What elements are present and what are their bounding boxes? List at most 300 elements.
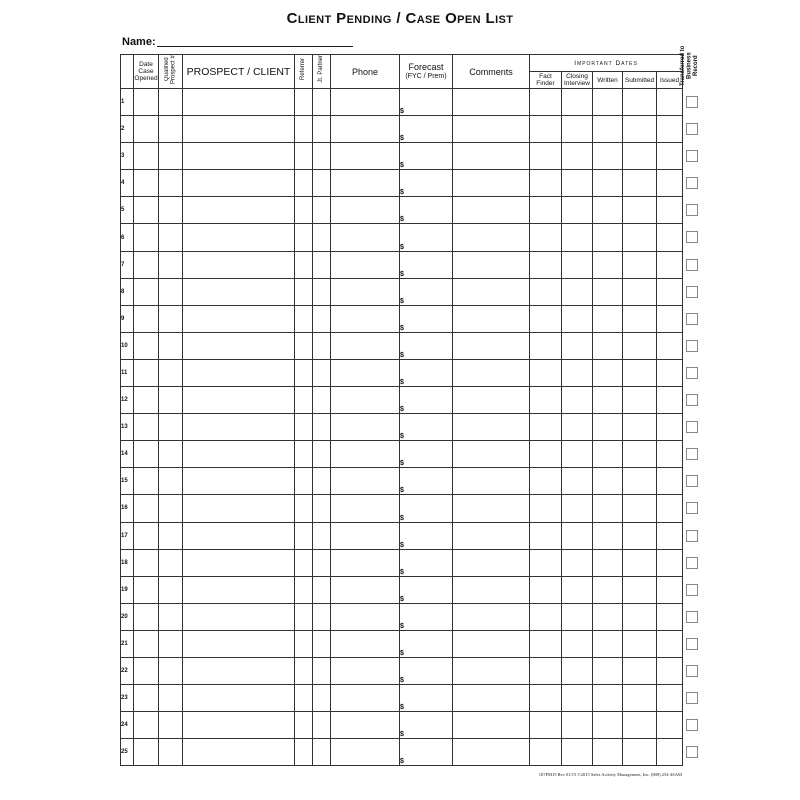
table-cell[interactable]: [562, 712, 593, 739]
table-cell[interactable]: [657, 89, 683, 116]
table-cell[interactable]: [183, 359, 295, 386]
table-cell[interactable]: [453, 712, 530, 739]
forecast-cell[interactable]: $: [400, 495, 453, 522]
table-cell[interactable]: [331, 332, 400, 359]
table-cell[interactable]: [623, 170, 657, 197]
table-cell[interactable]: [530, 685, 562, 712]
table-cell[interactable]: [623, 522, 657, 549]
table-cell[interactable]: [331, 441, 400, 468]
forecast-cell[interactable]: $: [400, 278, 453, 305]
table-cell[interactable]: [623, 685, 657, 712]
table-cell[interactable]: [183, 278, 295, 305]
table-cell[interactable]: [183, 712, 295, 739]
table-cell[interactable]: [453, 170, 530, 197]
table-cell[interactable]: [183, 414, 295, 441]
table-cell[interactable]: [134, 224, 159, 251]
table-cell[interactable]: [295, 441, 313, 468]
table-cell[interactable]: [313, 197, 331, 224]
table-cell[interactable]: [183, 251, 295, 278]
table-cell[interactable]: [295, 712, 313, 739]
table-cell[interactable]: [530, 143, 562, 170]
table-cell[interactable]: [331, 278, 400, 305]
table-cell[interactable]: [562, 441, 593, 468]
table-cell[interactable]: [313, 332, 331, 359]
table-cell[interactable]: [295, 657, 313, 684]
table-cell[interactable]: [134, 630, 159, 657]
table-cell[interactable]: [593, 739, 623, 766]
table-cell[interactable]: [159, 739, 183, 766]
table-cell[interactable]: [530, 441, 562, 468]
table-cell[interactable]: [530, 522, 562, 549]
table-cell[interactable]: [159, 89, 183, 116]
table-cell[interactable]: [453, 576, 530, 603]
table-cell[interactable]: [134, 468, 159, 495]
table-cell[interactable]: [623, 278, 657, 305]
table-cell[interactable]: [453, 468, 530, 495]
forecast-cell[interactable]: $: [400, 441, 453, 468]
table-cell[interactable]: [134, 495, 159, 522]
transferred-checkbox[interactable]: [686, 204, 698, 216]
table-cell[interactable]: [593, 89, 623, 116]
table-cell[interactable]: [313, 305, 331, 332]
table-cell[interactable]: [562, 576, 593, 603]
table-cell[interactable]: [331, 468, 400, 495]
table-cell[interactable]: [331, 549, 400, 576]
forecast-cell[interactable]: $: [400, 739, 453, 766]
transferred-checkbox[interactable]: [686, 502, 698, 514]
table-cell[interactable]: [562, 603, 593, 630]
table-cell[interactable]: [159, 712, 183, 739]
table-cell[interactable]: [183, 685, 295, 712]
table-cell[interactable]: [159, 251, 183, 278]
table-cell[interactable]: [657, 143, 683, 170]
table-cell[interactable]: [453, 441, 530, 468]
table-cell[interactable]: [562, 522, 593, 549]
table-cell[interactable]: [623, 630, 657, 657]
table-cell[interactable]: [453, 657, 530, 684]
table-cell[interactable]: [134, 414, 159, 441]
table-cell[interactable]: [623, 495, 657, 522]
table-cell[interactable]: [134, 170, 159, 197]
table-cell[interactable]: [593, 116, 623, 143]
transferred-checkbox[interactable]: [686, 123, 698, 135]
table-cell[interactable]: [593, 522, 623, 549]
table-cell[interactable]: [623, 739, 657, 766]
table-cell[interactable]: [530, 89, 562, 116]
table-cell[interactable]: [331, 170, 400, 197]
table-cell[interactable]: [657, 170, 683, 197]
table-cell[interactable]: [562, 685, 593, 712]
table-cell[interactable]: [183, 739, 295, 766]
table-cell[interactable]: [657, 414, 683, 441]
table-cell[interactable]: [331, 685, 400, 712]
table-cell[interactable]: [453, 549, 530, 576]
table-cell[interactable]: [134, 89, 159, 116]
table-cell[interactable]: [657, 549, 683, 576]
table-cell[interactable]: [453, 197, 530, 224]
table-cell[interactable]: [657, 387, 683, 414]
table-cell[interactable]: [593, 630, 623, 657]
table-cell[interactable]: [134, 603, 159, 630]
table-cell[interactable]: [562, 305, 593, 332]
table-cell[interactable]: [295, 468, 313, 495]
table-cell[interactable]: [134, 332, 159, 359]
table-cell[interactable]: [313, 441, 331, 468]
table-cell[interactable]: [331, 116, 400, 143]
table-cell[interactable]: [623, 712, 657, 739]
table-cell[interactable]: [453, 143, 530, 170]
table-cell[interactable]: [453, 414, 530, 441]
table-cell[interactable]: [562, 414, 593, 441]
table-cell[interactable]: [313, 251, 331, 278]
table-cell[interactable]: [623, 305, 657, 332]
transferred-checkbox[interactable]: [686, 231, 698, 243]
table-cell[interactable]: [562, 251, 593, 278]
transferred-checkbox[interactable]: [686, 448, 698, 460]
table-cell[interactable]: [657, 603, 683, 630]
table-cell[interactable]: [295, 630, 313, 657]
table-cell[interactable]: [134, 657, 159, 684]
table-cell[interactable]: [593, 305, 623, 332]
transferred-checkbox[interactable]: [686, 719, 698, 731]
table-cell[interactable]: [562, 387, 593, 414]
table-cell[interactable]: [331, 576, 400, 603]
table-cell[interactable]: [530, 495, 562, 522]
table-cell[interactable]: [313, 685, 331, 712]
table-cell[interactable]: [657, 116, 683, 143]
table-cell[interactable]: [623, 116, 657, 143]
table-cell[interactable]: [657, 739, 683, 766]
table-cell[interactable]: [562, 116, 593, 143]
table-cell[interactable]: [134, 251, 159, 278]
table-cell[interactable]: [313, 630, 331, 657]
table-cell[interactable]: [295, 739, 313, 766]
table-cell[interactable]: [453, 739, 530, 766]
forecast-cell[interactable]: $: [400, 522, 453, 549]
table-cell[interactable]: [453, 522, 530, 549]
table-cell[interactable]: [159, 685, 183, 712]
table-cell[interactable]: [313, 359, 331, 386]
table-cell[interactable]: [183, 305, 295, 332]
table-cell[interactable]: [593, 603, 623, 630]
forecast-cell[interactable]: $: [400, 116, 453, 143]
table-cell[interactable]: [593, 251, 623, 278]
table-cell[interactable]: [530, 170, 562, 197]
table-cell[interactable]: [331, 630, 400, 657]
table-cell[interactable]: [295, 685, 313, 712]
table-cell[interactable]: [313, 549, 331, 576]
table-cell[interactable]: [562, 549, 593, 576]
transferred-checkbox[interactable]: [686, 177, 698, 189]
table-cell[interactable]: [657, 359, 683, 386]
table-cell[interactable]: [562, 739, 593, 766]
table-cell[interactable]: [134, 576, 159, 603]
table-cell[interactable]: [295, 89, 313, 116]
table-cell[interactable]: [183, 441, 295, 468]
table-cell[interactable]: [562, 468, 593, 495]
table-cell[interactable]: [313, 278, 331, 305]
table-cell[interactable]: [134, 739, 159, 766]
table-cell[interactable]: [295, 251, 313, 278]
table-cell[interactable]: [453, 332, 530, 359]
table-cell[interactable]: [159, 332, 183, 359]
table-cell[interactable]: [593, 332, 623, 359]
table-cell[interactable]: [134, 197, 159, 224]
table-cell[interactable]: [159, 170, 183, 197]
table-cell[interactable]: [313, 603, 331, 630]
table-cell[interactable]: [623, 549, 657, 576]
transferred-checkbox[interactable]: [686, 421, 698, 433]
table-cell[interactable]: [295, 332, 313, 359]
forecast-cell[interactable]: $: [400, 143, 453, 170]
forecast-cell[interactable]: $: [400, 712, 453, 739]
table-cell[interactable]: [159, 387, 183, 414]
table-cell[interactable]: [530, 630, 562, 657]
table-cell[interactable]: [562, 170, 593, 197]
table-cell[interactable]: [159, 414, 183, 441]
table-cell[interactable]: [453, 116, 530, 143]
table-cell[interactable]: [313, 116, 331, 143]
table-cell[interactable]: [623, 468, 657, 495]
table-cell[interactable]: [295, 576, 313, 603]
table-cell[interactable]: [593, 143, 623, 170]
table-cell[interactable]: [453, 685, 530, 712]
table-cell[interactable]: [331, 414, 400, 441]
table-cell[interactable]: [313, 522, 331, 549]
table-cell[interactable]: [159, 305, 183, 332]
table-cell[interactable]: [183, 332, 295, 359]
table-cell[interactable]: [183, 170, 295, 197]
table-cell[interactable]: [134, 278, 159, 305]
table-cell[interactable]: [183, 387, 295, 414]
table-cell[interactable]: [453, 603, 530, 630]
forecast-cell[interactable]: $: [400, 359, 453, 386]
table-cell[interactable]: [453, 359, 530, 386]
table-cell[interactable]: [657, 630, 683, 657]
transferred-checkbox[interactable]: [686, 340, 698, 352]
table-cell[interactable]: [530, 387, 562, 414]
table-cell[interactable]: [313, 224, 331, 251]
table-cell[interactable]: [657, 468, 683, 495]
table-cell[interactable]: [530, 359, 562, 386]
table-cell[interactable]: [453, 387, 530, 414]
table-cell[interactable]: [159, 359, 183, 386]
table-cell[interactable]: [593, 170, 623, 197]
table-cell[interactable]: [562, 495, 593, 522]
table-cell[interactable]: [313, 712, 331, 739]
table-cell[interactable]: [530, 603, 562, 630]
table-cell[interactable]: [134, 549, 159, 576]
table-cell[interactable]: [183, 522, 295, 549]
table-cell[interactable]: [530, 116, 562, 143]
table-cell[interactable]: [593, 685, 623, 712]
table-cell[interactable]: [331, 387, 400, 414]
table-cell[interactable]: [183, 143, 295, 170]
table-cell[interactable]: [313, 387, 331, 414]
table-cell[interactable]: [657, 224, 683, 251]
table-cell[interactable]: [313, 739, 331, 766]
table-cell[interactable]: [295, 603, 313, 630]
table-cell[interactable]: [623, 441, 657, 468]
table-cell[interactable]: [295, 116, 313, 143]
table-cell[interactable]: [530, 332, 562, 359]
table-cell[interactable]: [623, 657, 657, 684]
forecast-cell[interactable]: $: [400, 170, 453, 197]
table-cell[interactable]: [593, 278, 623, 305]
transferred-checkbox[interactable]: [686, 394, 698, 406]
table-cell[interactable]: [562, 332, 593, 359]
table-cell[interactable]: [183, 549, 295, 576]
table-cell[interactable]: [313, 414, 331, 441]
table-cell[interactable]: [593, 549, 623, 576]
table-cell[interactable]: [593, 197, 623, 224]
table-cell[interactable]: [657, 251, 683, 278]
transferred-checkbox[interactable]: [686, 367, 698, 379]
table-cell[interactable]: [295, 495, 313, 522]
table-cell[interactable]: [134, 305, 159, 332]
transferred-checkbox[interactable]: [686, 475, 698, 487]
table-cell[interactable]: [331, 495, 400, 522]
forecast-cell[interactable]: $: [400, 468, 453, 495]
table-cell[interactable]: [623, 197, 657, 224]
table-cell[interactable]: [593, 657, 623, 684]
table-cell[interactable]: [295, 414, 313, 441]
table-cell[interactable]: [530, 414, 562, 441]
table-cell[interactable]: [331, 522, 400, 549]
table-cell[interactable]: [331, 603, 400, 630]
table-cell[interactable]: [593, 441, 623, 468]
table-cell[interactable]: [159, 522, 183, 549]
table-cell[interactable]: [183, 603, 295, 630]
transferred-checkbox[interactable]: [686, 584, 698, 596]
table-cell[interactable]: [453, 251, 530, 278]
table-cell[interactable]: [134, 387, 159, 414]
table-cell[interactable]: [657, 522, 683, 549]
table-cell[interactable]: [657, 712, 683, 739]
transferred-checkbox[interactable]: [686, 530, 698, 542]
forecast-cell[interactable]: $: [400, 414, 453, 441]
table-cell[interactable]: [623, 576, 657, 603]
table-cell[interactable]: [623, 224, 657, 251]
table-cell[interactable]: [623, 414, 657, 441]
transferred-checkbox[interactable]: [686, 150, 698, 162]
table-cell[interactable]: [134, 359, 159, 386]
table-cell[interactable]: [593, 387, 623, 414]
table-cell[interactable]: [134, 116, 159, 143]
table-cell[interactable]: [331, 89, 400, 116]
table-cell[interactable]: [562, 224, 593, 251]
table-cell[interactable]: [313, 170, 331, 197]
table-cell[interactable]: [657, 305, 683, 332]
table-cell[interactable]: [623, 332, 657, 359]
table-cell[interactable]: [562, 630, 593, 657]
table-cell[interactable]: [593, 576, 623, 603]
table-cell[interactable]: [159, 549, 183, 576]
forecast-cell[interactable]: $: [400, 332, 453, 359]
table-cell[interactable]: [453, 495, 530, 522]
table-cell[interactable]: [331, 739, 400, 766]
table-cell[interactable]: [159, 143, 183, 170]
table-cell[interactable]: [593, 495, 623, 522]
table-cell[interactable]: [657, 278, 683, 305]
table-cell[interactable]: [530, 278, 562, 305]
table-cell[interactable]: [453, 224, 530, 251]
table-cell[interactable]: [313, 143, 331, 170]
table-cell[interactable]: [183, 224, 295, 251]
table-cell[interactable]: [530, 712, 562, 739]
table-cell[interactable]: [453, 630, 530, 657]
table-cell[interactable]: [159, 278, 183, 305]
table-cell[interactable]: [530, 251, 562, 278]
table-cell[interactable]: [183, 576, 295, 603]
table-cell[interactable]: [183, 657, 295, 684]
table-cell[interactable]: [530, 739, 562, 766]
table-cell[interactable]: [183, 116, 295, 143]
table-cell[interactable]: [593, 414, 623, 441]
table-cell[interactable]: [453, 89, 530, 116]
forecast-cell[interactable]: $: [400, 89, 453, 116]
transferred-checkbox[interactable]: [686, 611, 698, 623]
table-cell[interactable]: [562, 197, 593, 224]
table-cell[interactable]: [313, 576, 331, 603]
table-cell[interactable]: [562, 657, 593, 684]
table-cell[interactable]: [159, 441, 183, 468]
table-cell[interactable]: [623, 603, 657, 630]
table-cell[interactable]: [134, 522, 159, 549]
table-cell[interactable]: [657, 576, 683, 603]
table-cell[interactable]: [313, 468, 331, 495]
table-cell[interactable]: [530, 305, 562, 332]
table-cell[interactable]: [657, 332, 683, 359]
table-cell[interactable]: [295, 170, 313, 197]
table-cell[interactable]: [313, 495, 331, 522]
table-cell[interactable]: [295, 143, 313, 170]
table-cell[interactable]: [562, 143, 593, 170]
table-cell[interactable]: [159, 197, 183, 224]
table-cell[interactable]: [593, 224, 623, 251]
transferred-checkbox[interactable]: [686, 259, 698, 271]
table-cell[interactable]: [623, 89, 657, 116]
table-cell[interactable]: [159, 468, 183, 495]
table-cell[interactable]: [313, 657, 331, 684]
table-cell[interactable]: [593, 468, 623, 495]
transferred-checkbox[interactable]: [686, 746, 698, 758]
table-cell[interactable]: [295, 549, 313, 576]
forecast-cell[interactable]: $: [400, 576, 453, 603]
table-cell[interactable]: [295, 522, 313, 549]
table-cell[interactable]: [657, 495, 683, 522]
table-cell[interactable]: [183, 495, 295, 522]
table-cell[interactable]: [562, 278, 593, 305]
forecast-cell[interactable]: $: [400, 305, 453, 332]
table-cell[interactable]: [562, 359, 593, 386]
table-cell[interactable]: [331, 251, 400, 278]
table-cell[interactable]: [295, 359, 313, 386]
table-cell[interactable]: [159, 630, 183, 657]
table-cell[interactable]: [159, 116, 183, 143]
table-cell[interactable]: [159, 657, 183, 684]
table-cell[interactable]: [331, 657, 400, 684]
table-cell[interactable]: [593, 359, 623, 386]
table-cell[interactable]: [183, 89, 295, 116]
table-cell[interactable]: [159, 576, 183, 603]
table-cell[interactable]: [623, 251, 657, 278]
table-cell[interactable]: [331, 143, 400, 170]
table-cell[interactable]: [159, 603, 183, 630]
table-cell[interactable]: [657, 441, 683, 468]
table-cell[interactable]: [295, 305, 313, 332]
table-cell[interactable]: [453, 305, 530, 332]
